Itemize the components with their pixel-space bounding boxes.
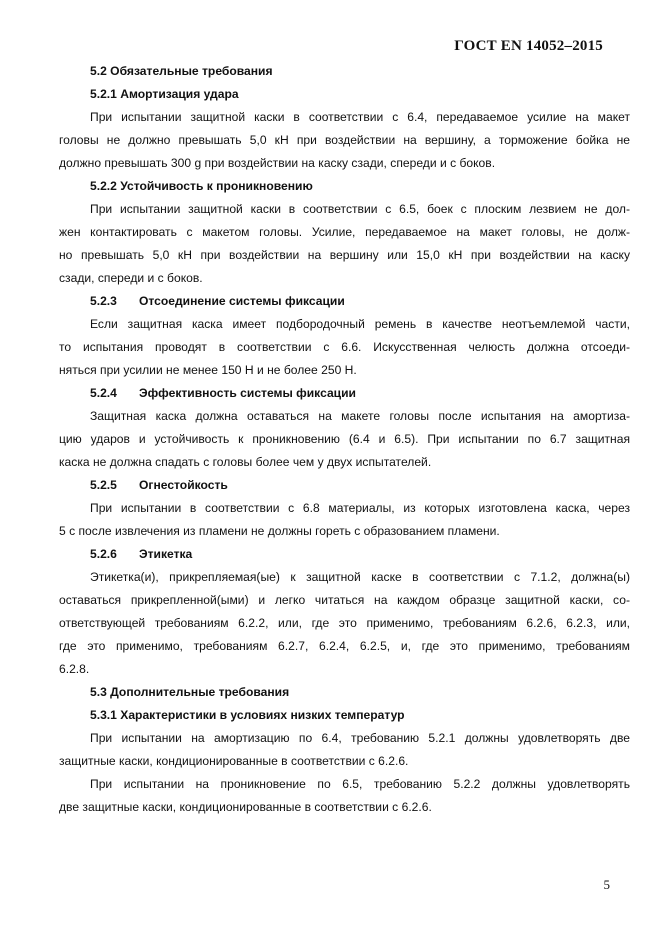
paragraph-line: каска не должна спадать с головы более чем у двух испытателей. — [59, 455, 432, 469]
paragraph-line: При испытании защитной каски в соответствии с 6.4, передаваемое усилие на макет — [90, 110, 630, 124]
paragraph-line: При испытании в соответствии с 6.8 материалы, из которых изготовлена каска, через — [90, 501, 630, 515]
heading-5-2-6 — [59, 543, 630, 566]
paragraph-line: оставаться прикрепленной(ыми) и легко читаться на каждом образце защитной каски, со- — [59, 593, 630, 607]
paragraph-line: сзади, спереди и с боков. — [59, 271, 203, 285]
paragraph-line: 6.2.8. — [59, 662, 90, 676]
heading-title: Отсоединение системы фиксации — [139, 294, 345, 308]
heading-number: 5.2.5 — [90, 478, 117, 492]
paragraph-line: цию ударов и устойчивость к проникновению (6.4 и 6.5). При испытании по 6.7 защитная — [59, 432, 630, 446]
paragraph-line: Защитная каска должна оставаться на макете головы после испытания на амортиза- — [90, 409, 630, 423]
page-body — [59, 60, 630, 819]
heading-title: Огнестойкость — [139, 478, 228, 492]
paragraph-line: няться при усилии не менее 150 Н и не более 250 Н. — [59, 363, 357, 377]
paragraph-line: ответствующей требованиям 6.2.2, или, где это применимо, требованиям 6.2.6, 6.2.3, или, — [59, 616, 630, 630]
paragraph-line: жен контактировать с макетом головы. Усилие, передаваемое на макет головы, не долж- — [59, 225, 630, 239]
heading-5-2-1: 5.2.1 Амортизация удара — [90, 87, 239, 101]
heading-title: Этикетка — [139, 547, 193, 561]
heading-5-2-2: 5.2.2 Устойчивость к проникновению — [90, 179, 313, 193]
paragraph-line: то испытания проводят в соответствии с 6.6. Искусственная челюсть должна отсоеди- — [59, 340, 630, 354]
paragraph-line: защитные каски, кондиционированные в соответствии с 6.2.6. — [59, 754, 409, 768]
document-header: ГОСТ EN 14052–2015 — [454, 38, 603, 54]
paragraph-line: но превышать 5,0 кН при воздействии на вершину или 15,0 кН при воздействии на каску — [59, 248, 630, 262]
heading-title: Эффективность системы фиксации — [139, 386, 356, 400]
heading-5-2-3 — [59, 290, 630, 313]
section-heading-5-3: 5.3 Дополнительные требования — [90, 685, 290, 699]
paragraph-line: Если защитная каска имеет подбородочный ремень в качестве неотъемлемой части, — [90, 317, 630, 331]
heading-number: 5.2.4 — [90, 386, 117, 400]
section-heading-5-2: 5.2 Обязательные требования — [90, 64, 273, 78]
paragraph-line: две защитные каски, кондиционированные в соответствии с 6.2.6. — [59, 800, 432, 814]
paragraph-line: При испытании на проникновение по 6.5, требованию 5.2.2 должны удовлетворять — [90, 777, 630, 791]
heading-5-2-4 — [59, 382, 630, 405]
heading-5-2-5 — [59, 474, 630, 497]
heading-number: 5.2.3 — [90, 294, 117, 308]
paragraph-line: должно превышать 300 g при воздействии на каску сзади, спереди и с боков. — [59, 156, 496, 170]
heading-5-3-1: 5.3.1 Характеристики в условиях низких температур — [90, 708, 405, 722]
paragraph-line: где это применимо, требованиям 6.2.7, 6.2.4, 6.2.5, и, где это применимо, требованиям — [59, 639, 630, 653]
page-number: 5 — [603, 877, 610, 892]
heading-number: 5.2.6 — [90, 547, 117, 561]
paragraph-line: Этикетка(и), прикрепляемая(ые) к защитной каске в соответствии с 7.1.2, должна(ы) — [90, 570, 630, 584]
paragraph-line: При испытании защитной каски в соответствии с 6.5, боек с плоским лезвием не дол- — [90, 202, 630, 216]
paragraph-line: 5 с после извлечения из пламени не должны гореть с образованием пламени. — [59, 524, 500, 538]
paragraph-line: головы не должно превышать 5,0 кН при воздействии на вершину, а торможение бойка не — [59, 133, 630, 147]
paragraph-line: При испытании на амортизацию по 6.4, требованию 5.2.1 должны удовлетворять две — [90, 731, 630, 745]
